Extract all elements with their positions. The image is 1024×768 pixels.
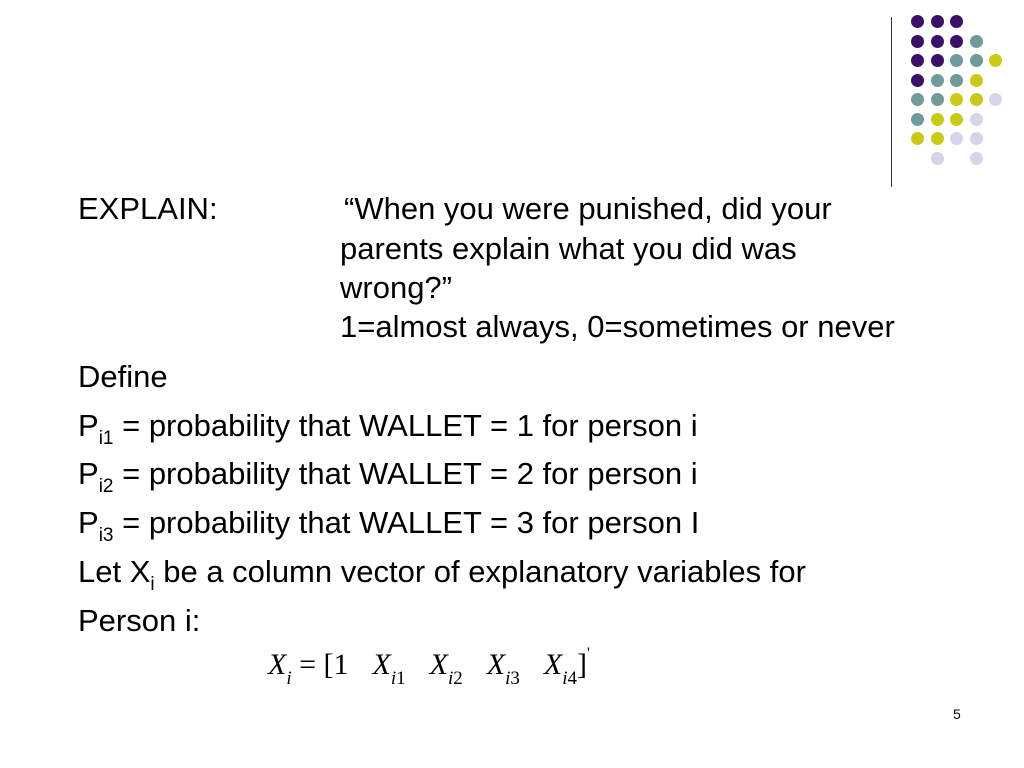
decorative-dot [911,54,924,67]
decorative-dot [911,93,924,106]
explain-question-line-3: wrong?” [340,270,452,305]
decorative-dot [950,93,963,106]
explain-question-line-2: parents explain what you did was [340,231,797,266]
decorative-dot [970,152,983,165]
probability-line-1: $P_{i1}$ = probability that WALLET = 1 for person i [78,408,698,449]
decorative-dot [950,74,963,87]
decorative-dot [950,113,963,126]
vertical-divider [891,17,892,187]
decorative-dot [950,132,963,145]
decorative-dot [911,35,924,48]
decorative-dot [911,15,924,28]
decorative-dot [970,54,983,67]
decorative-dot [911,74,924,87]
probability-line-2: $P_{i2}$ = probability that WALLET = 2 for person i [78,456,698,497]
explain-question-line-1: “When you were punished, did your [344,191,832,226]
probability-line-3: $P_{i3}$ = probability that WALLET = 3 for person I [78,505,700,546]
dot-grid-logo [911,15,1011,165]
decorative-dot [989,54,1002,67]
decorative-dot [970,93,983,106]
decorative-dot [931,15,944,28]
decorative-dot [970,113,983,126]
decorative-dot [931,93,944,106]
decorative-dot [970,74,983,87]
decorative-dot [931,152,944,165]
decorative-dot [931,132,944,145]
decorative-dot [931,35,944,48]
decorative-dot [970,35,983,48]
decorative-dot [911,113,924,126]
person-line: Person i: [78,603,201,638]
decorative-dot [950,15,963,28]
vector-definition-line: Let $X_i$ be a column vector of explanatory variables for [78,554,806,595]
define-heading: Define [78,359,168,394]
decorative-dot [950,35,963,48]
decorative-dot [911,132,924,145]
decorative-dot [950,54,963,67]
decorative-dot [931,74,944,87]
decorative-dot [931,113,944,126]
slide-number: 5 [953,706,961,722]
decorative-dot [970,132,983,145]
decorative-dot [931,54,944,67]
explain-coding-line: 1=almost always, 0=sometimes or never [340,309,895,344]
decorative-dot [989,93,1002,106]
vector-equation: $X_i = [1$ $X_{i1}$ $X_{i2}$ $X_{i3}$ $X_{i4}]'$ [268,645,590,689]
explain-label: EXPLAIN: [78,191,218,226]
